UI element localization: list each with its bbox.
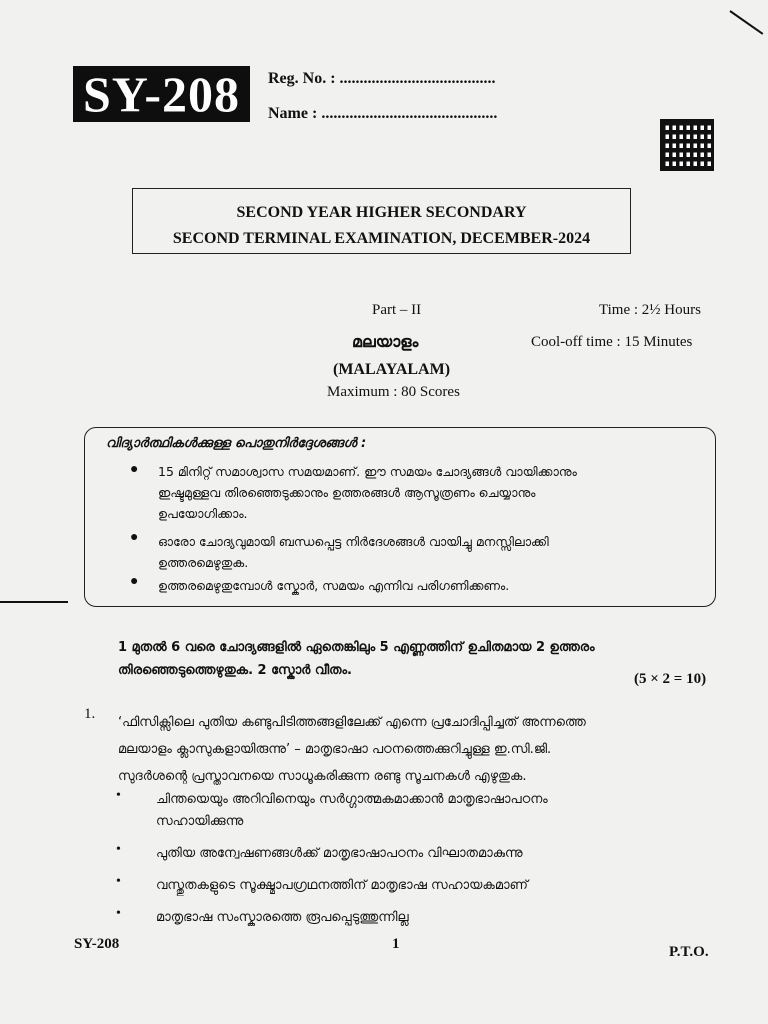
pto-label: P.T.O. xyxy=(669,944,709,960)
time-label: Time : 2½ Hours xyxy=(599,302,701,318)
instruction-1-line2: ഇഷ്ടമുള്ളവ തിരഞ്ഞെടുക്കാനും ഉത്തരങ്ങൾ ആസൂത്രണം ചെയ്യാനും xyxy=(158,485,536,500)
exam-title-line1: SECOND YEAR HIGHER SECONDARY xyxy=(236,204,527,221)
margin-rule xyxy=(0,601,68,603)
option-1-line2: സഹായിക്കുന്നു xyxy=(156,814,244,829)
instruction-2-line1: ഓരോ ചോദ്യവുമായി ബന്ധപ്പെട്ട നിർദേശങ്ങൾ വായിച്ചു മനസ്സിലാക്കി xyxy=(158,534,549,549)
question-line3: സുദർശന്റെ പ്രസ്താവനയെ സാധൂകരിക്കുന്ന രണ്ടു സൂചനകൾ എഴുതുക. xyxy=(118,769,527,784)
instruction-3-line1: ഉത്തരമെഴുതുമ്പോൾ സ്കോർ, സമയം എന്നിവ പരിഗണിക്കണം. xyxy=(158,578,510,593)
paper-code-badge: SY-208 xyxy=(73,66,250,122)
part-label: Part – II xyxy=(372,302,422,318)
question-line2: മലയാളം ക്ലാസുകളായിരുന്നു’ – മാതൃഭാഷാ പഠനത്തെക്കുറിച്ചുള്ള ഇ.സി.ജി. xyxy=(118,742,552,757)
instructions-title: വിദ്യാർത്ഥികൾക്കുള്ള പൊതുനിർദ്ദേശങ്ങൾ : xyxy=(106,436,367,451)
section-line2: തിരഞ്ഞെടുത്തെഴുതുക. 2 സ്കോർ വീതം. xyxy=(118,663,352,678)
bullet-icon: • xyxy=(116,842,121,857)
option-2: പുതിയ അന്വേഷണങ്ങൾക്ക് മാതൃഭാഷാപഠനം വിഘാതമാകുന്നു xyxy=(156,846,523,861)
exam-title-line2: SECOND TERMINAL EXAMINATION, DECEMBER-2024 xyxy=(172,230,591,247)
section-instruction xyxy=(118,636,718,682)
bullet-icon: ● xyxy=(130,574,139,589)
reg-no-field: Reg. No. : ....................................... xyxy=(268,70,496,87)
subject-english: (MALAYALAM) xyxy=(333,361,451,378)
bullet-icon: • xyxy=(116,906,121,921)
bullet-icon: ● xyxy=(130,530,139,545)
pen-mark xyxy=(729,10,763,35)
name-field: Name : ............................................ xyxy=(268,105,498,122)
question-line1: ‘ഫിസിക്സിലെ പുതിയ കണ്ടുപിടിത്തങ്ങളിലേക്ക് എന്നെ പ്രചോദിപ്പിച്ചത് അന്നത്തെ xyxy=(118,715,586,730)
instruction-1-line1: 15 മിനിറ്റ് സമാശ്വാസ സമയമാണ്. ഈ സമയം ചോദ്യങ്ങൾ വായിക്കാനും xyxy=(158,464,577,479)
instruction-1-line3: ഉപയോഗിക്കാം. xyxy=(158,506,248,521)
qr-code-icon xyxy=(662,121,712,169)
option-4: മാതൃഭാഷ സംസ്കാരത്തെ രൂപപ്പെടുത്തുന്നില്ല xyxy=(156,910,409,925)
page-number: 1 xyxy=(392,936,400,952)
question-number: 1. xyxy=(84,706,96,722)
bullet-icon: • xyxy=(116,788,121,803)
option-1-line1: ചിന്തയെയും അറിവിനെയും സർഗ്ഗാത്മകമാക്കാൻ മാതൃഭാഷാപഠനം xyxy=(156,792,548,807)
exam-title-box xyxy=(132,188,631,254)
option-3: വസ്തുതകളുടെ സൂക്ഷ്മാപഗ്രഥനത്തിന് മാതൃഭാഷ സഹായകമാണ് xyxy=(156,878,528,893)
bullet-icon: ● xyxy=(130,462,139,477)
footer-paper-code: SY-208 xyxy=(74,936,120,952)
subject-malayalam: മലയാളം xyxy=(352,332,419,351)
cool-off-label: Cool-off time : 15 Minutes xyxy=(531,334,693,350)
instruction-2-line2: ഉത്തരമെഴുതുക. xyxy=(158,555,249,570)
section-marks: (5 × 2 = 10) xyxy=(634,671,707,687)
question-text xyxy=(118,709,718,790)
bullet-icon: • xyxy=(116,874,121,889)
section-line1: 1 മുതൽ 6 വരെ ചോദ്യങ്ങളിൽ ഏതെങ്കിലും 5 എണ്ണത്തിന് ഉചിതമായ 2 ഉത്തരം xyxy=(118,640,595,655)
max-score-label: Maximum : 80 Scores xyxy=(327,384,460,400)
